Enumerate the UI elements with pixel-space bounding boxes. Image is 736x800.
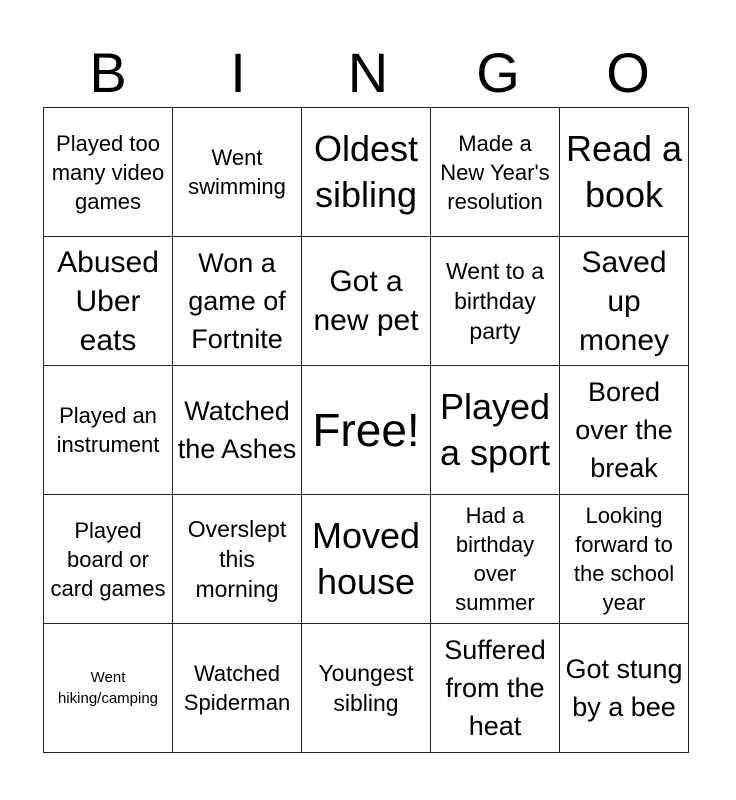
bingo-cell[interactable]: Played too many video games [44,108,173,237]
bingo-cell[interactable]: Watched Spiderman [173,624,302,753]
bingo-cell[interactable]: Suffered from the heat [431,624,560,753]
bingo-cell[interactable]: Oldest sibling [302,108,431,237]
board-row [44,495,689,624]
bingo-cell[interactable]: Played a sport [431,366,560,495]
bingo-cell[interactable]: Got a new pet [302,237,431,366]
free-space-cell[interactable]: Free! [302,366,431,495]
bingo-cell[interactable]: Youngest sibling [302,624,431,753]
bingo-cell[interactable]: Went to a birthday party [431,237,560,366]
header-letter-n: N [347,41,389,104]
bingo-cell[interactable]: Had a birthday over summer [431,495,560,624]
bingo-cell[interactable]: Overslept this morning [173,495,302,624]
bingo-cell[interactable]: Abused Uber eats [44,237,173,366]
header-letter-o: O [606,41,650,104]
bingo-cell[interactable]: Went hiking/camping [44,624,173,753]
bingo-board [43,107,689,753]
board-row [44,624,689,753]
header-letter-b: B [89,41,127,104]
bingo-cell[interactable]: Looking forward to the school year [560,495,689,624]
bingo-cell[interactable]: Saved up money [560,237,689,366]
bingo-cell[interactable]: Went swimming [173,108,302,237]
bingo-cell[interactable]: Moved house [302,495,431,624]
bingo-cell[interactable]: Got stung by a bee [560,624,689,753]
header-letter-i: I [230,41,246,104]
bingo-cell[interactable]: Won a game of Fortnite [173,237,302,366]
board-row [44,237,689,366]
bingo-header [43,38,693,108]
bingo-cell[interactable]: Watched the Ashes [173,366,302,495]
bingo-cell[interactable]: Played an instrument [44,366,173,495]
board-row [44,108,689,237]
bingo-cell[interactable]: Bored over the break [560,366,689,495]
bingo-cell[interactable]: Made a New Year's resolution [431,108,560,237]
bingo-cell[interactable]: Played board or card games [44,495,173,624]
header-letter-g: G [476,41,520,104]
bingo-cell[interactable]: Read a book [560,108,689,237]
board-row [44,366,689,495]
